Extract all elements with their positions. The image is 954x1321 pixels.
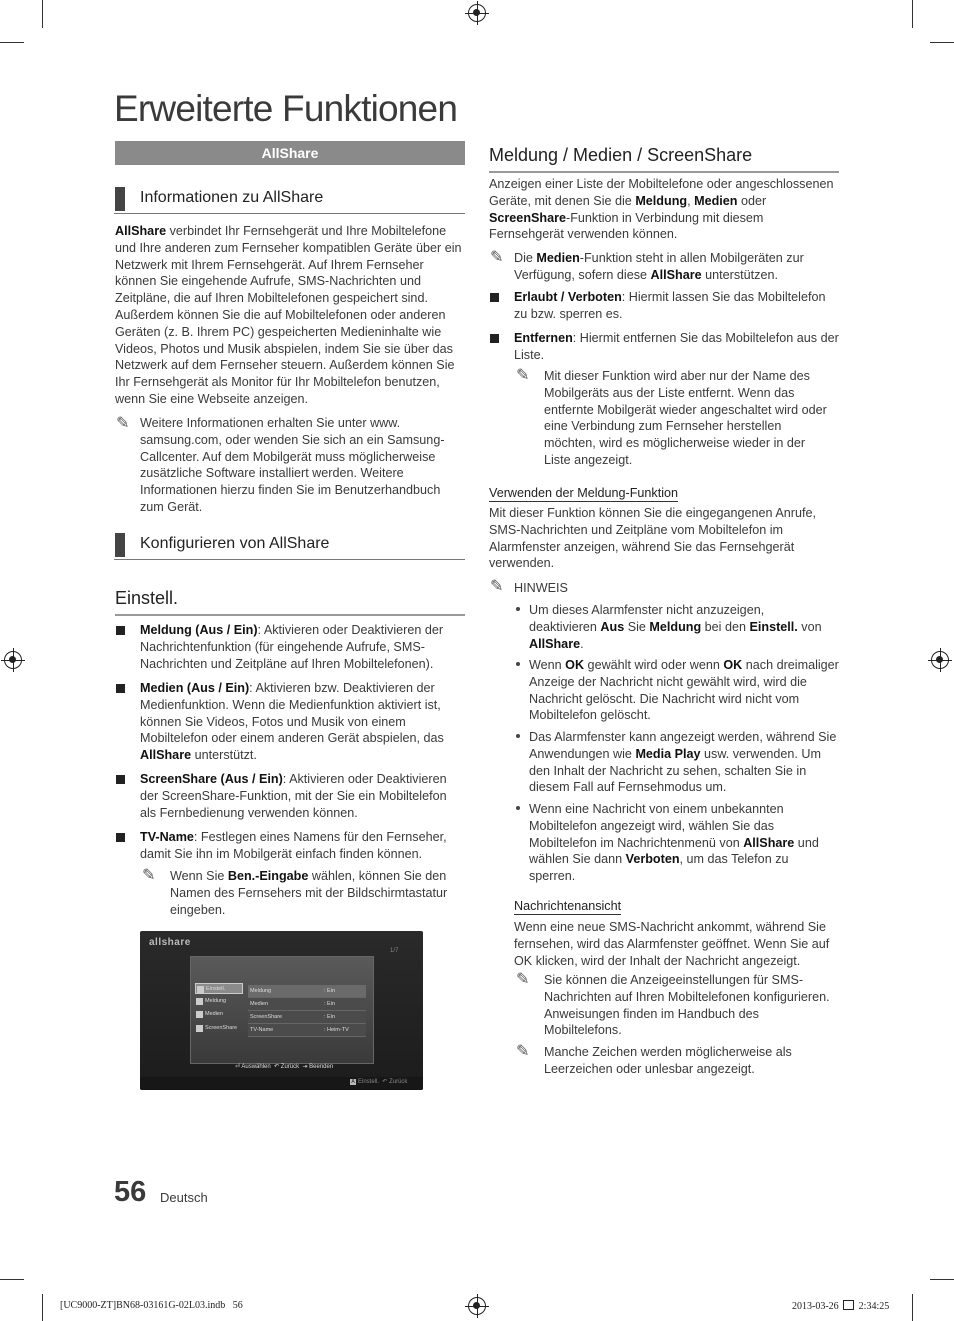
hinweis-item-4 xyxy=(529,801,834,885)
row-value: : Ein xyxy=(324,1014,336,1020)
row-label: ScreenShare xyxy=(250,1014,283,1020)
section-bar: AllShare xyxy=(115,141,465,165)
allshare-logo: allshare xyxy=(149,937,191,948)
text-run: wählen, können Sie den Namen des Fernsehers mit der Bildschirmtastatur eingeben. xyxy=(170,869,448,917)
square-bullet-icon xyxy=(116,833,125,842)
print-date: 2013-03-26 xyxy=(792,1301,839,1312)
pencil-note-icon: ✎ xyxy=(516,367,530,384)
text-run: , xyxy=(687,193,695,208)
row-label: TV-Name xyxy=(250,1027,274,1033)
text-run: . xyxy=(580,636,584,651)
info-paragraph xyxy=(115,223,467,408)
menu-item-medien[interactable] xyxy=(195,1009,243,1020)
menu-label: Meldung xyxy=(205,998,227,1004)
setting-row-meldung[interactable] xyxy=(248,985,366,998)
text-run: usw. verwenden. Um den Inhalt der Nachricht zu sehen, schalten Sie in diesem Fall auf Fernsehmodus um. xyxy=(529,746,821,795)
text-run: Wenn Sie xyxy=(170,869,228,883)
heading-marker xyxy=(115,187,125,211)
exit-icon: ⇥ xyxy=(302,1064,308,1070)
return-icon: ↶ xyxy=(274,1064,280,1070)
print-time: 2:34:25 xyxy=(858,1301,890,1312)
text-run: : Aktivieren oder Deaktivieren der ScreenShare-Funktion, mit der Sie ein Mobiltelefon als Fernbedienung verwenden können. xyxy=(140,772,447,820)
text-run: Um dieses Alarmfenster nicht anzuzeigen, deaktivieren xyxy=(529,603,765,634)
config-heading xyxy=(114,534,465,560)
pencil-note-icon: ✎ xyxy=(142,867,156,884)
text-run: Sie xyxy=(624,619,650,634)
text-run: verbindet Ihr Fernsehgerät und Ihre Mobiltelefone und Ihre anderen zum Fernseher kompatiblen Geräte über ein Netzwerk mit Ihrem Fernsehgerät. Auf Ihrem Fernseher können Sie eingehende Aufrufe, SMS-Nachrichten und Zeitpläne, die auf Ihren Mobiltelefonen gespeichert sind. Außerdem können Sie die auf Mobiltelefonen oder anderen Geräten (z. B. Ihrem PC) gespeicherten Medieninhalte wie Videos, Photos und Musik abspielen, indem Sie sie über das Netzwerk auf dem Fernseher steuern. Außerdem können Sie Ihr Fernsehgerät als Monitor für Ihr Mobiltelefon benutzen, wenn Sie eine Webseite anzeigen. xyxy=(115,224,462,406)
message-icon xyxy=(196,998,203,1005)
settings-panel xyxy=(190,956,374,1064)
bold-term: Medien xyxy=(694,193,738,208)
crop-mark xyxy=(930,1279,954,1280)
hinweis-item-2 xyxy=(529,657,839,724)
bullet-entfernen xyxy=(514,330,839,364)
text-run: bei den xyxy=(701,619,750,634)
crop-mark xyxy=(0,1279,24,1280)
back-label: Zurück xyxy=(280,1064,300,1070)
bold-term: Meldung (Aus / Ein) xyxy=(140,623,258,637)
bullet-medien xyxy=(140,680,458,764)
bold-term: OK xyxy=(565,658,585,672)
crop-mark xyxy=(930,42,954,43)
row-label: Medien xyxy=(250,1001,269,1007)
bullet-tvname xyxy=(140,829,462,863)
hinweis-label: HINWEIS xyxy=(514,581,568,595)
crop-mark xyxy=(42,1294,43,1321)
menu-label: Einstell. xyxy=(206,986,226,992)
einstell-key-label: Einstell. xyxy=(358,1079,380,1085)
bold-term: Medien xyxy=(536,251,580,265)
back-key-label: Zurück xyxy=(389,1079,408,1085)
screen-bottom-keys xyxy=(350,1078,407,1085)
bold-term: AllShare xyxy=(140,748,192,763)
text-run: nach dreimaliger Anzeige der Nachricht nicht gewählt wird, wird die Nachricht gelöscht. Die Nachricht wird nicht vom Mobiltelefon gelöscht. xyxy=(529,658,839,723)
config-heading-text: Konfigurieren von AllShare xyxy=(140,535,330,552)
text-run: : Hiermit lassen Sie das Mobiltelefon zu bzw. sperren es. xyxy=(514,290,826,321)
text-run: Wenn xyxy=(529,658,566,672)
text-run: und wählen Sie dann xyxy=(529,835,819,867)
dot-bullet-icon xyxy=(516,607,520,611)
square-bullet-icon xyxy=(490,293,499,302)
square-bullet-icon xyxy=(490,334,499,343)
registration-mark-icon xyxy=(468,1297,486,1315)
page-indicator: 1/7 xyxy=(390,948,399,954)
bold-term: Medien (Aus / Ein) xyxy=(140,681,250,695)
setting-row-screenshare[interactable] xyxy=(248,1011,366,1024)
text-run: -Funktion steht in allen Mobilgeräten zur Verfügung, sofern diese xyxy=(514,251,804,282)
row-value: : Ein xyxy=(324,1001,336,1007)
return-icon: ↶ xyxy=(382,1079,388,1085)
menu-label: Medien xyxy=(205,1011,224,1017)
square-bullet-icon xyxy=(116,775,125,784)
menu-item-meldung[interactable] xyxy=(195,996,243,1007)
row-value: : Ein xyxy=(324,988,336,994)
menu-item-screenshare[interactable] xyxy=(195,1023,243,1034)
text-run: Wenn eine Nachricht von einem unbekannten Mobiltelefon angezeigt wird, wählen Sie das Mobiltelefon im Nachrichtenmenü von xyxy=(529,802,784,850)
info-heading xyxy=(114,188,465,214)
text-run: Die xyxy=(514,251,537,265)
bullet-erlaubt xyxy=(514,289,839,323)
pencil-note-icon: ✎ xyxy=(116,415,130,432)
page-title: Erweiterte Funktionen xyxy=(114,88,458,129)
bold-term: OK xyxy=(723,658,743,672)
right-note-anzeige: Sie können die Anzeigeeinstellungen für SMS-Nachrichten auf Ihren Mobiltelefonen konfigurieren. Anweisungen finden im Handbuch des Mobiltelefons. xyxy=(544,973,830,1038)
setting-row-medien[interactable] xyxy=(248,998,366,1011)
text-run: : Festlegen eines Namens für den Fernseher, damit Sie ihn im Mobilgerät einfach finden können. xyxy=(140,830,447,861)
square-bullet-icon xyxy=(116,626,125,635)
text-run: von xyxy=(797,619,822,634)
pencil-note-icon: ✎ xyxy=(516,1043,530,1060)
bold-term: Entfernen xyxy=(514,331,573,345)
hinweis-item-3 xyxy=(529,729,839,796)
setting-row-tvname[interactable] xyxy=(248,1024,366,1037)
page-number: 56 xyxy=(114,1176,147,1208)
enter-icon: ⏎ xyxy=(235,1064,241,1070)
einstell-heading: Einstell. xyxy=(115,588,465,616)
nachrichtenansicht-heading: Nachrichtenansicht xyxy=(514,899,622,913)
bold-term: Media Play xyxy=(635,746,701,761)
bold-term: Meldung xyxy=(635,193,688,208)
pencil-note-icon: ✎ xyxy=(490,578,504,595)
registration-mark-icon xyxy=(468,4,486,22)
dot-bullet-icon xyxy=(516,734,520,738)
right-note-entfernen: Mit dieser Funktion wird aber nur der Name des Mobilgeräts aus der Liste entfernt. Wenn das entfernte Mobilgerät wieder angeschaltet wird oder eine Verbindung zum Fernseher herstellen möchten, wird es möglicherweise wieder in der Liste angezeigt. xyxy=(544,369,827,467)
bold-term: AllShare xyxy=(743,835,795,850)
bullet-screenshare xyxy=(140,771,458,821)
bold-term: Meldung xyxy=(649,619,702,634)
right-intro xyxy=(489,176,841,243)
info-note: Weitere Informationen erhalten Sie unter www. samsung.com, oder wenden Sie sich an ein Samsung-Callcenter. Auf dem Mobilgerät muss möglicherweise zusätzliche Software installiert werden. Weitere Informationen hierzu finden Sie im Benutzerhandbuch zum Gerät. xyxy=(140,416,445,514)
info-heading-text: Informationen zu AllShare xyxy=(140,189,324,206)
hinweis-item-1 xyxy=(529,602,834,652)
text-run: Das Alarmfenster kann angezeigt werden, während Sie Anwendungen wie xyxy=(529,730,837,761)
text-run: : Aktivieren bzw. Deaktivieren der Medienfunktion. Wenn die Medienfunktion aktiviert ist, können Sie Videos, Fotos und Musik von einem Mobiltelefon oder einem anderen Gerät abspielen, das xyxy=(140,681,444,746)
crop-mark xyxy=(912,0,913,28)
text-run: unterstützen. xyxy=(701,267,778,282)
crop-mark xyxy=(912,1294,913,1321)
bold-term: Ben.-Eingabe xyxy=(227,869,309,883)
text-run: : Aktivieren oder Deaktivieren der Nachrichtenfunktion (für eingehende Aufrufe, SMS-Nachrichten und Zeitpläne auf Ihren Mobiltelefonen). xyxy=(140,623,444,671)
a-key-icon: A xyxy=(351,1079,355,1085)
print-footer-left: [UC9000-ZT]BN68-03161G-02L03.indb 56 xyxy=(60,1300,243,1311)
tv-screen-illustration xyxy=(140,931,423,1090)
exit-label: Beenden xyxy=(309,1064,334,1070)
gear-icon xyxy=(197,986,204,993)
menu-label: ScreenShare xyxy=(205,1025,238,1031)
text-run: : Hiermit entfernen Sie das Mobiltelefon aus der Liste. xyxy=(514,331,839,362)
text-run: unterstützt. xyxy=(191,748,257,763)
bold-term: AllShare xyxy=(529,636,581,651)
right-heading: Meldung / Medien / ScreenShare xyxy=(489,145,839,173)
bold-term: Aus xyxy=(600,619,625,634)
bold-term: ScreenShare xyxy=(489,210,567,225)
bold-term: Einstell. xyxy=(749,619,798,634)
registration-mark-icon xyxy=(4,651,22,669)
registration-mark-icon xyxy=(931,651,949,669)
square-bullet-icon xyxy=(116,684,125,693)
box-icon xyxy=(843,1300,854,1310)
text-run: Anzeigen einer Liste der Mobiltelefone oder angeschlossenen Geräte, mit denen Sie die xyxy=(489,177,834,208)
text-run: -Funktion in Verbindung mit diesem Fernsehgerät verwenden können. xyxy=(489,210,764,242)
crop-mark xyxy=(42,0,43,28)
nachrichtenansicht-paragraph: Wenn eine neue SMS-Nachricht ankommt, während Sie fernsehen, wird das Alarmfenster geöffnet. Wenn Sie auf OK klicken, wird der Inhalt der Nachricht angezeigt. xyxy=(514,920,830,968)
tvname-note xyxy=(170,868,462,918)
pencil-note-icon: ✎ xyxy=(490,249,504,266)
language-label: Deutsch xyxy=(160,1190,208,1205)
use-paragraph: Mit dieser Funktion können Sie die eingegangenen Anrufe, SMS-Nachrichten und Zeitpläne vom Mobiltelefon im Alarmfenster anzeigen, während Sie das Fernsehgerät verwenden. xyxy=(489,506,816,571)
menu-item-einstell[interactable] xyxy=(195,983,243,994)
screen-footer xyxy=(235,1063,333,1070)
bullet-meldung xyxy=(140,622,460,672)
row-label: Meldung xyxy=(250,988,272,994)
bold-term: AllShare xyxy=(650,267,702,282)
print-footer-right xyxy=(792,1300,889,1312)
text-run: oder xyxy=(737,193,767,208)
bold-term: ScreenShare (Aus / Ein) xyxy=(140,772,283,786)
dot-bullet-icon xyxy=(516,806,520,810)
media-icon xyxy=(196,1011,203,1018)
text-run: gewählt wird oder wenn xyxy=(584,658,724,672)
pencil-note-icon: ✎ xyxy=(516,971,530,988)
crop-mark xyxy=(0,42,24,43)
dot-bullet-icon xyxy=(516,662,520,666)
bold-term: TV-Name xyxy=(140,830,194,844)
bold-term: Verboten xyxy=(625,852,680,867)
right-note-zeichen: Manche Zeichen werden möglicherweise als Leerzeichen oder unlesbar angezeigt. xyxy=(544,1045,792,1076)
right-note-medien xyxy=(514,250,834,284)
text-run: , um das Telefon zu sperren. xyxy=(529,852,789,884)
screen-icon xyxy=(196,1025,203,1032)
use-heading: Verwenden der Meldung-Funktion xyxy=(489,486,679,500)
bold-term: Erlaubt / Verboten xyxy=(514,290,622,304)
bold-term: AllShare xyxy=(115,224,167,238)
select-label: Auswählen xyxy=(241,1064,271,1070)
heading-marker xyxy=(115,533,125,557)
row-value: : Heim-TV xyxy=(324,1027,349,1033)
